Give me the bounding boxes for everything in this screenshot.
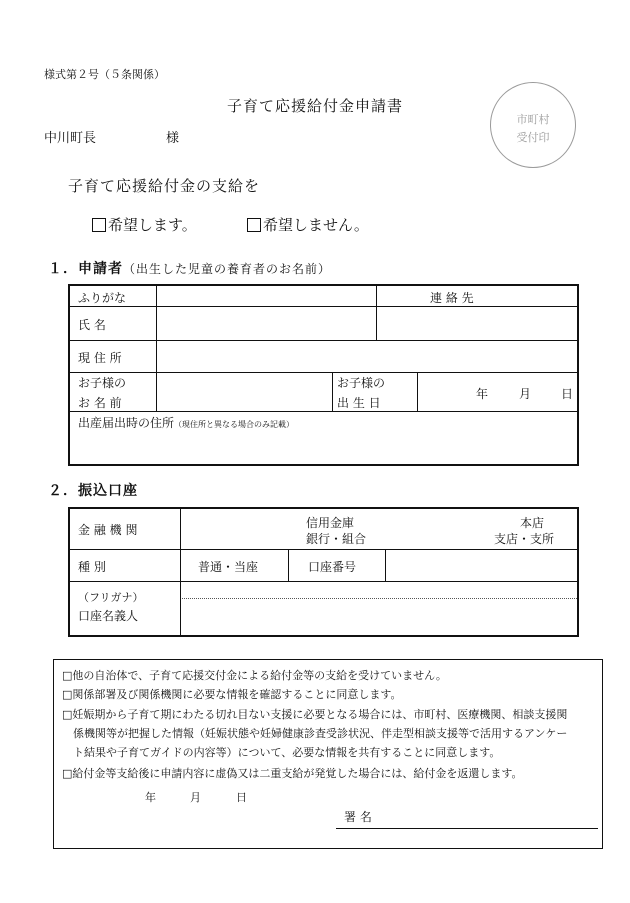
name-label: 氏 名 [78,318,106,332]
form-number: 様式第２号（５条関係） [44,68,165,81]
consent-item-continued: ト結果や子育てガイドの内容等）について、必要な情報を共有することに同意します。 [62,746,501,759]
option-wish-label: 希望します。 [108,216,197,234]
signature-line[interactable] [336,828,598,829]
consent-item[interactable]: □妊娠期から子育て期にわたる切れ目ない支援に必要となる場合には、市町村、医療機関、相談支援関 [62,708,568,721]
section2-heading: ２．振込口座 [48,483,138,499]
sign-year-label: 年 [145,791,156,804]
address-label: 現 住 所 [78,351,122,365]
child-birth-label-line2: 出 生 日 [337,396,381,410]
shinkin-label: 信用金庫 [306,516,355,530]
contact-label: 連 絡 先 [430,291,474,305]
birth-month-label: 月 [519,387,532,401]
holder-kana-field[interactable] [182,583,575,598]
birth-address-field[interactable] [78,431,573,463]
birth-address-note: （現住所と異なる場合のみ記載） [174,420,295,429]
stamp-label-line1: 市町村 [516,113,550,126]
institution-field[interactable] [182,509,577,548]
furigana-field[interactable] [158,287,374,305]
bank-table [68,507,579,637]
consent-box [53,659,603,849]
child-birth-label-line1: お子様の [337,376,386,390]
addressee: 中川町長 [44,131,97,146]
institution-label: 金 融 機 関 [78,523,138,537]
sign-day-label: 日 [236,791,247,804]
option-no-wish[interactable] [247,214,369,235]
holder-name-field[interactable] [182,600,575,634]
consent-item-continued: 係機関等が把握した情報（妊娠状態や妊婦健康診査受診状況、伴走型相談支援等で活用するアンケー [62,727,568,740]
option-wish[interactable] [92,214,197,235]
section1-title: １．申請者 [48,261,123,277]
address-field[interactable] [158,342,575,371]
branch-label: 支店・支所 [494,532,555,546]
checkbox-no-wish[interactable] [247,218,261,232]
holder-kana-label: （フリガナ） [78,591,144,604]
lead-text: 子育て応援給付金の支給を [68,177,261,195]
page-title: 子育て応援給付金申請書 [226,97,403,115]
contact-field[interactable] [378,308,574,339]
option-no-wish-label: 希望しません。 [263,216,369,234]
section1-note: （出生した児童の養育者のお名前） [123,262,332,276]
child-birth-label [337,374,411,411]
addressee-honorific: 様 [166,131,180,146]
child-name-label-line2: お 名 前 [78,396,122,410]
consent-item[interactable]: □給付金等支給後に申請内容に虚偽又は二重支給が発覚した場合には、給付金を返還します。 [62,767,523,780]
account-number-field[interactable] [387,551,575,580]
birth-address-title: 出産届出時の住所 [78,416,175,430]
stamp-label-line2: 受付印 [516,131,550,144]
consent-item[interactable]: □他の自治体で、子育て応援交付金による給付金等の支給を受けていません。 [62,669,447,682]
consent-item[interactable]: □関係部署及び関係機関に必要な情報を確認することに同意します。 [62,688,402,701]
head-office-label: 本店 [520,516,545,530]
sign-month-label: 月 [190,791,201,804]
bank-union-label: 銀行・組合 [306,532,367,546]
signature-label: 署 名 [344,810,372,824]
type-label: 種 別 [78,560,106,574]
birth-year-label: 年 [476,387,489,401]
account-number-label: 口座番号 [308,560,357,574]
holder-name-label: 口座名義人 [78,609,139,623]
checkbox-wish[interactable] [92,218,106,232]
birth-day-label: 日 [561,387,574,401]
applicant-table [68,284,579,466]
child-name-label-line1: お子様の [78,376,127,390]
reception-stamp-circle [490,82,576,168]
section1-heading [48,258,331,278]
child-name-label [78,374,152,411]
birth-address-label [78,414,294,431]
furigana-label: ふりがな [78,291,127,305]
child-name-field[interactable] [158,374,330,410]
holder-label [78,589,172,624]
type-value[interactable]: 普通・当座 [198,560,259,574]
name-field[interactable] [158,308,374,339]
